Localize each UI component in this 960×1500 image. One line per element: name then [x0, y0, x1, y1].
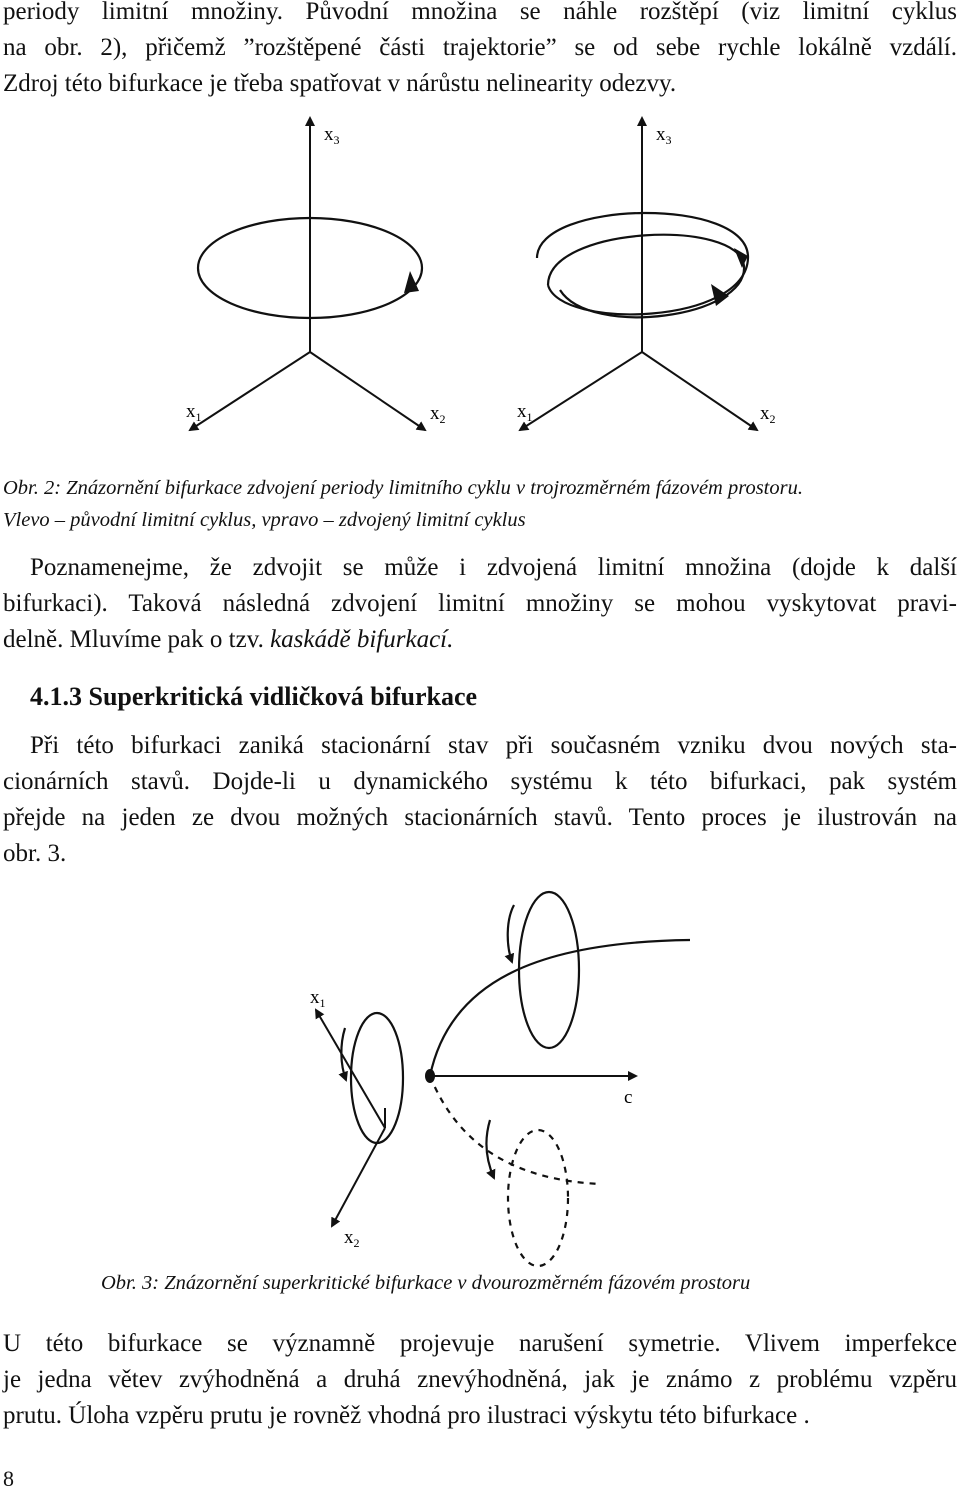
paragraph-4	[3, 1326, 957, 1434]
axis-x2-right	[642, 352, 757, 430]
stable-branch-upper	[430, 940, 690, 1076]
paragraph-line: Poznamenejme, že zdvojit se může i zdvojená limitní množina (dojde k další	[30, 554, 957, 581]
paragraph-line: prutu. Úloha vzpěru prutu je rovněž vhodná pro ilustraci výskytu této bifurkace .	[3, 1402, 810, 1429]
axis-label-x1: $x_1$	[310, 987, 326, 1010]
axis-label-x1-left: $x_1$	[186, 401, 202, 424]
axis-label-x2: $x_2$	[344, 1227, 360, 1250]
figure-3	[0, 880, 960, 1260]
paragraph-2	[3, 550, 957, 658]
unstable-branch-lower	[430, 1076, 600, 1184]
axis-x1-left	[190, 352, 310, 430]
fig2-right-axes	[520, 118, 757, 430]
orbit-left	[341, 1013, 403, 1143]
paragraph-line: U této bifurkace se významně projevuje narušení symetrie. Vlivem imperfekce	[3, 1330, 957, 1357]
intro-line: periody limitní množiny. Původní množina se náhle rozštěpí (viz limitní cyklus	[3, 0, 957, 25]
cycle-arrow	[734, 248, 748, 268]
bifurcation-point	[425, 1069, 435, 1083]
fig3-axes	[316, 1010, 385, 1226]
figure-2-caption: Obr. 2: Znázornění bifurkace zdvojení periody limitního cyklu v trojrozměrném fázovém prostoru. Vlevo – původní limitní cyklus, vpravo – zdvojený limitní cyklus	[3, 477, 803, 531]
emphasis-cascade: kaskádě bifurkací.	[270, 626, 454, 653]
intro-line: Zdroj této bifurkace je třeba spatřovat v nárůstu nelinearity odezvy.	[3, 70, 677, 97]
axis-x2-left	[310, 352, 425, 430]
axis-label-c: c	[624, 1087, 633, 1108]
paragraph-line: cionárních stavů. Dojde-li u dynamického systému k této bifurkaci, pak systém	[3, 768, 957, 795]
intro-line: na obr. 2), přičemž ”rozštěpené části trajektorie” se od sebe rychle lokálně vzdálí.	[3, 34, 957, 61]
paragraph-line: delně. Mluvíme pak o tzv.	[3, 626, 271, 653]
axis-label-x1-right: $x_1$	[517, 401, 533, 424]
paragraph-3	[3, 728, 957, 872]
orbit-lower-dashed	[487, 1120, 568, 1266]
figure-2	[0, 110, 960, 430]
page-number: 8	[3, 1466, 14, 1491]
axis-label-x3-left: $x_3$	[324, 124, 340, 147]
axis-label-x3-right: $x_3$	[656, 124, 672, 147]
axis-label-x2-left: $x_2$	[430, 403, 446, 426]
axis-x1-right	[520, 352, 642, 430]
intro-paragraph	[3, 0, 957, 102]
fig2-left-axes	[190, 118, 425, 430]
paragraph-line: je jedna větev zvýhodněná a druhá znevýhodněná, jak je známo z problému vzpěru	[3, 1366, 957, 1393]
axis-label-x2-right: $x_2$	[760, 403, 776, 426]
paragraph-line: bifurkaci). Taková následná zdvojení limitní množiny se mohou vyskytovat pravi-	[3, 590, 957, 617]
paragraph-line: Při této bifurkaci zaniká stacionární stav při současném vzniku dvou nových sta-	[30, 732, 957, 759]
section-heading: 4.1.3 Superkritická vidličková bifurkace	[30, 682, 478, 711]
figure-3-caption: Obr. 3: Znázornění superkritické bifurkace v dvourozměrném fázovém prostoru	[101, 1272, 751, 1294]
paragraph-line: přejde na jeden ze dvou možných stacionárních stavů. Tento proces je ilustrován na	[3, 804, 957, 831]
orbit-upper	[508, 892, 579, 1048]
paragraph-line: obr. 3.	[3, 840, 67, 867]
